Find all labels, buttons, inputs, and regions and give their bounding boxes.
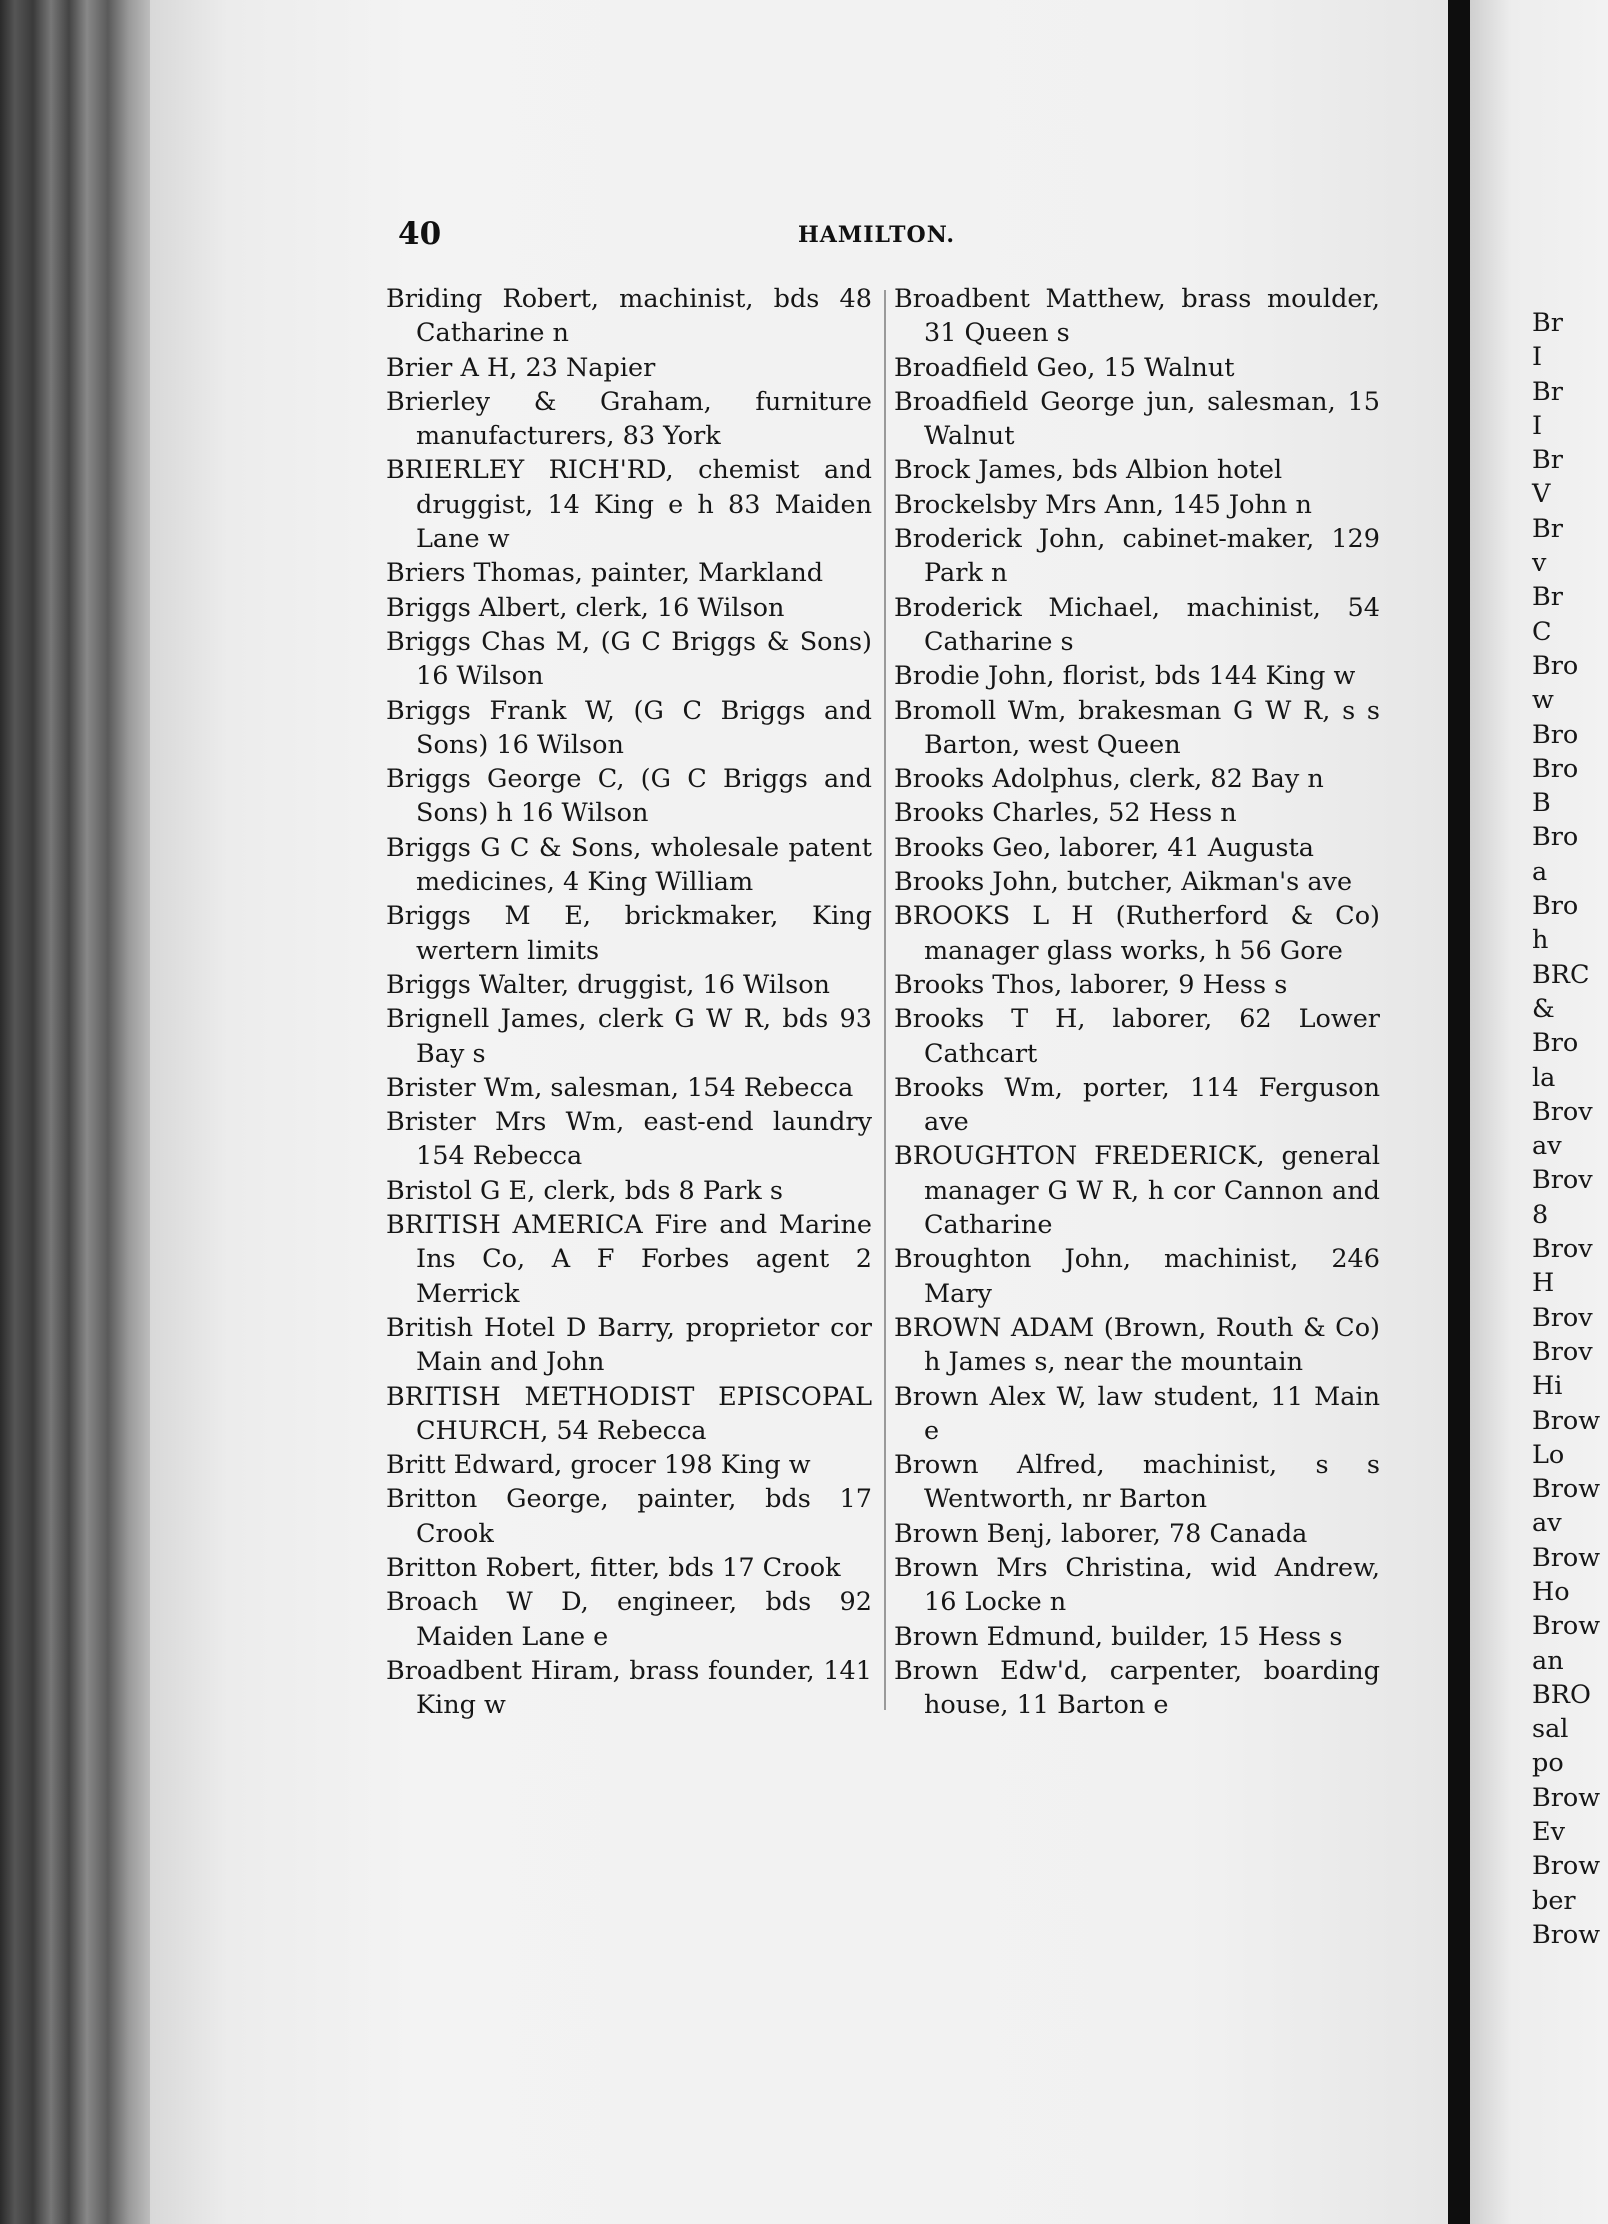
facing-page-fragment: Lo xyxy=(1532,1439,1565,1470)
directory-entry: Broach W D, engineer, bds 92 Maiden Lane e xyxy=(386,1587,872,1652)
directory-entry: Brown Benj, laborer, 78 Canada xyxy=(894,1518,1308,1549)
directory-entry: Brown Edw'd, carpenter, boarding house, 11 Barton e xyxy=(894,1655,1380,1721)
directory-entry: BRITISH AMERICA Fire and Marine Ins Co, A F Forbes agent 2 Merrick xyxy=(386,1210,872,1309)
left-column xyxy=(386,282,872,1722)
facing-page-fragment: Brov xyxy=(1532,1302,1593,1333)
facing-page-fragment: w xyxy=(1532,685,1554,716)
facing-page-fragment: Br xyxy=(1532,513,1563,544)
directory-entry: British Hotel D Barry, proprietor cor Main and John xyxy=(386,1312,872,1378)
directory-entry: Briggs M E, brickmaker, King wertern limits xyxy=(386,901,872,966)
directory-entry: Brooks T H, laborer, 62 Lower Cathcart xyxy=(894,1004,1380,1069)
directory-entry: Briding Robert, machinist, bds 48 Catharine n xyxy=(386,284,872,349)
facing-page-fragment: Brow xyxy=(1532,1474,1601,1505)
directory-entry: Brier A H, 23 Napier xyxy=(386,352,656,383)
facing-page-fragment: BRO xyxy=(1532,1679,1591,1710)
page-number: 40 xyxy=(398,216,442,252)
facing-page-fragment: Hi xyxy=(1532,1371,1563,1402)
facing-page-fragment: 8 xyxy=(1532,1199,1549,1230)
facing-page-fragment: & xyxy=(1532,993,1555,1024)
directory-entry: Brown Alfred, machinist, s s Wentworth, nr Barton xyxy=(894,1450,1380,1515)
directory-entry: Broadfield Geo, 15 Walnut xyxy=(894,352,1235,383)
directory-entry: Briers Thomas, painter, Markland xyxy=(386,558,824,589)
directory-entry: Brierley & Graham, furniture manufacturers, 83 York xyxy=(386,386,872,452)
facing-page-fragment: Bro xyxy=(1532,822,1579,853)
facing-page-fragment: h xyxy=(1532,925,1549,956)
page-header xyxy=(398,216,958,256)
facing-page-fragment: Brow xyxy=(1532,1542,1601,1573)
directory-entry: Brooks Geo, laborer, 41 Augusta xyxy=(894,832,1314,863)
column-divider xyxy=(884,290,886,1710)
facing-page-fragment: Bro xyxy=(1532,719,1579,750)
directory-entry: Brister Wm, salesman, 154 Rebecca xyxy=(386,1072,854,1103)
directory-entry: Britton George, painter, bds 17 Crook xyxy=(386,1484,872,1549)
facing-page-fragment: Br xyxy=(1532,376,1563,407)
directory-entry: Brister Mrs Wm, east-end laundry 154 Rebecca xyxy=(386,1107,872,1172)
directory-entry: Brignell James, clerk G W R, bds 93 Bay s xyxy=(386,1004,872,1069)
directory-entry: BRIERLEY RICH'RD, chemist and druggist, 14 King e h 83 Maiden Lane w xyxy=(386,455,872,555)
facing-page-fragment: B xyxy=(1532,788,1551,819)
directory-entry: Broderick Michael, machinist, 54 Catharine s xyxy=(894,592,1380,657)
facing-page-fragment: sal xyxy=(1532,1714,1569,1745)
facing-page-fragment: av xyxy=(1532,1131,1562,1162)
facing-page-fragment: V xyxy=(1532,479,1551,510)
facing-page-fragment: Bro xyxy=(1532,1028,1579,1059)
facing-page-fragment: av xyxy=(1532,1508,1562,1539)
directory-entry: Brooks Adolphus, clerk, 82 Bay n xyxy=(894,764,1324,795)
directory-entry: Briggs Albert, clerk, 16 Wilson xyxy=(386,592,785,623)
facing-page-fragment: Br xyxy=(1532,582,1563,613)
directory-entry: Brooks John, butcher, Aikman's ave xyxy=(894,867,1353,898)
facing-page-fragment: C xyxy=(1532,616,1552,647)
directory-entry: Brock James, bds Albion hotel xyxy=(894,455,1283,486)
directory-entry: Bristol G E, clerk, bds 8 Park s xyxy=(386,1175,783,1206)
facing-page-fragment: Brov xyxy=(1532,1336,1593,1367)
directory-entry: BROOKS L H (Rutherford & Co) manager glass works, h 56 Gore xyxy=(894,901,1380,966)
facing-page-fragment: H xyxy=(1532,1268,1555,1299)
directory-entry: Brown Mrs Christina, wid Andrew, 16 Locke n xyxy=(894,1552,1380,1618)
directory-entry: Brooks Charles, 52 Hess n xyxy=(894,798,1237,829)
facing-page-fragment: Ev xyxy=(1532,1817,1566,1848)
facing-page-fragment: Brow xyxy=(1532,1782,1601,1813)
directory-entry: Britton Robert, fitter, bds 17 Crook xyxy=(386,1552,841,1583)
directory-entry: Briggs Walter, druggist, 16 Wilson xyxy=(386,969,830,1000)
directory-entry: Broughton John, machinist, 246 Mary xyxy=(894,1244,1380,1309)
directory-entry: Briggs George C, (G C Briggs and Sons) h 16 Wilson xyxy=(386,764,872,829)
facing-page-fragment: Brow xyxy=(1532,1919,1601,1950)
facing-page-fragment: po xyxy=(1532,1748,1564,1779)
facing-page-fragments xyxy=(1532,306,1608,1952)
book-binding xyxy=(0,0,150,2224)
directory-entry: Briggs G C & Sons, wholesale patent medicines, 4 King William xyxy=(386,832,872,898)
directory-entry: Brown Edmund, builder, 15 Hess s xyxy=(894,1621,1343,1652)
facing-page-fragment: Brow xyxy=(1532,1405,1601,1436)
directory-entry: Briggs Frank W, (G C Briggs and Sons) 16 Wilson xyxy=(386,695,872,760)
facing-page-fragment: Brov xyxy=(1532,1234,1593,1265)
directory-entry: Broadfield George jun, salesman, 15 Walnut xyxy=(894,386,1380,452)
running-head: HAMILTON. xyxy=(798,222,956,248)
directory-entry: Broderick John, cabinet-maker, 129 Park n xyxy=(894,524,1380,589)
directory-entry: Britt Edward, grocer 198 King w xyxy=(386,1450,811,1481)
facing-page-fragment: Br xyxy=(1532,445,1563,476)
facing-page-fragment: Br xyxy=(1532,308,1563,338)
facing-page-fragment: I xyxy=(1532,410,1543,441)
directory-entry: Brooks Thos, laborer, 9 Hess s xyxy=(894,969,1288,1000)
facing-page-fragment: v xyxy=(1532,548,1547,579)
facing-page-fragment: Brov xyxy=(1532,1096,1593,1127)
facing-page-fragment: ber xyxy=(1532,1885,1576,1916)
facing-page-fragment: I xyxy=(1532,342,1543,373)
facing-page-fragment: Bro xyxy=(1532,891,1579,922)
directory-entry: Briggs Chas M, (G C Briggs & Sons) 16 Wilson xyxy=(386,626,872,692)
facing-page-fragment: a xyxy=(1532,856,1548,887)
directory-entry: BROUGHTON FREDERICK, general manager G W R, h cor Cannon and Catharine xyxy=(894,1141,1380,1241)
directory-entry: BRITISH METHODIST EPISCOPAL CHURCH, 54 Rebecca xyxy=(386,1381,872,1446)
directory-entry: Brown Alex W, law student, 11 Main e xyxy=(894,1381,1380,1446)
directory-entry: BROWN ADAM (Brown, Routh & Co) h James s, near the mountain xyxy=(894,1312,1380,1378)
directory-entry: Brodie John, florist, bds 144 King w xyxy=(894,661,1356,692)
facing-page-fragment: Brow xyxy=(1532,1851,1601,1882)
facing-page-fragment: Bro xyxy=(1532,753,1579,784)
facing-page-fragment: BRC xyxy=(1532,959,1590,990)
facing-page-fragment: Brov xyxy=(1532,1165,1593,1196)
facing-page-fragment: Bro xyxy=(1532,650,1579,681)
facing-page-fragment: Ho xyxy=(1532,1576,1570,1607)
directory-entry: Broadbent Hiram, brass founder, 141 King w xyxy=(386,1655,872,1721)
right-column xyxy=(894,282,1380,1722)
page-gutter xyxy=(1448,0,1470,2224)
facing-page-fragment: an xyxy=(1532,1645,1564,1676)
directory-entry: Broadbent Matthew, brass moulder, 31 Queen s xyxy=(894,284,1380,349)
directory-entry: Brooks Wm, porter, 114 Ferguson ave xyxy=(894,1072,1380,1138)
facing-page-fragment: la xyxy=(1532,1062,1556,1093)
directory-entry: Bromoll Wm, brakesman G W R, s s Barton, west Queen xyxy=(894,695,1380,760)
facing-page-fragment: Brow xyxy=(1532,1611,1601,1642)
directory-entry: Brockelsby Mrs Ann, 145 John n xyxy=(894,489,1312,520)
